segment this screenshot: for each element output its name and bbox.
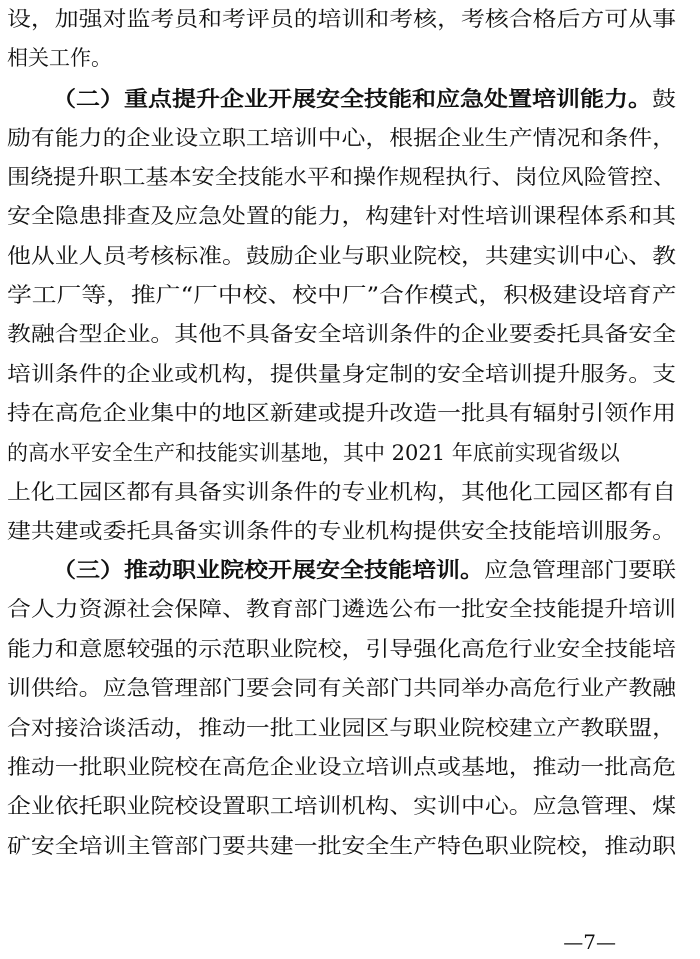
text-line — [0, 434, 700, 472]
line-text: 上化工园区都有具备实训条件的专业机构，其他化工园区都有自 — [7, 480, 677, 504]
text-line — [0, 630, 700, 668]
text-line — [0, 39, 700, 77]
text-line — [0, 669, 700, 707]
heading-line-content — [52, 551, 676, 589]
line-text: 教融合型企业。其他不具备安全培训条件的企业要委托具备安全 — [7, 322, 677, 346]
text-line — [0, 709, 700, 747]
line-text: 训供给。应急管理部门要会同有关部门共同举办高危行业产教融 — [7, 676, 677, 700]
text-line — [0, 158, 700, 196]
line-text: 应急管理部门要联 — [484, 558, 676, 582]
line-text: 矿安全培训主管部门要共建一批安全生产特色职业院校，推动职 — [7, 834, 677, 858]
line-text: 建共建或委托具备实训条件的专业机构提供安全技能培训服务。 — [7, 519, 677, 543]
line-text: 励有能力的企业设立职工培训中心，根据企业生产情况和条件， — [7, 126, 677, 150]
text-line — [0, 473, 700, 511]
text-line — [0, 355, 700, 393]
text-line — [0, 590, 700, 628]
section-heading-3: （三）推动职业院校开展安全技能培训。 — [52, 557, 485, 582]
line-text: 的高水平安全生产和技能实训基地，其中 2021 年底前实现省级以 — [7, 441, 620, 465]
line-text: 合人力资源社会保障、教育部门遴选公布一批安全技能提升培训 — [7, 597, 677, 621]
line-text: 持在高危企业集中的地区新建或提升改造一批具有辐射引领作用 — [7, 401, 677, 425]
section-heading-2: （二）重点提升企业开展安全技能和应急处置培训能力。 — [52, 86, 652, 111]
line-text: 企业依托职业院校设置职工培训机构、实训中心。应急管理、煤 — [7, 794, 677, 818]
text-line — [0, 119, 700, 157]
line-text: 围绕提升职工基本安全技能水平和操作规程执行、岗位风险管控、 — [7, 165, 676, 189]
page-number: —7— — [563, 930, 616, 954]
line-text: 相关工作。 — [7, 46, 112, 70]
text-line — [0, 748, 700, 786]
line-text: 安全隐患排查及应急处置的能力，构建针对性培训课程体系和其 — [7, 204, 677, 228]
heading-line — [0, 551, 700, 589]
line-text: 学工厂等，推广“厂中校、校中厂”合作模式，积极建设培育产 — [7, 283, 677, 307]
heading-line — [0, 80, 700, 118]
text-line — [0, 315, 700, 353]
text-line — [0, 827, 700, 865]
line-text: 合对接洽谈活动，推动一批工业园区与职业院校建立产教联盟， — [7, 716, 677, 740]
line-text: 鼓 — [652, 87, 676, 111]
text-line — [0, 512, 700, 550]
line-text: 推动一批职业院校在高危企业设立培训点或基地，推动一批高危 — [7, 755, 677, 779]
text-line — [0, 787, 700, 825]
heading-line-content — [52, 80, 676, 118]
text-line — [0, 0, 700, 38]
line-text: 他从业人员考核标准。鼓励企业与职业院校，共建实训中心、教 — [7, 244, 677, 268]
text-line — [0, 237, 700, 275]
line-text: 设，加强对监考员和考评员的培训和考核，考核合格后方可从事 — [7, 7, 677, 31]
text-line — [0, 197, 700, 235]
text-line — [0, 276, 700, 314]
line-text: 能力和意愿较强的示范职业院校，引导强化高危行业安全技能培 — [7, 637, 677, 661]
text-line — [0, 394, 700, 432]
line-text: 培训条件的企业或机构，提供量身定制的安全培训提升服务。支 — [7, 362, 677, 386]
